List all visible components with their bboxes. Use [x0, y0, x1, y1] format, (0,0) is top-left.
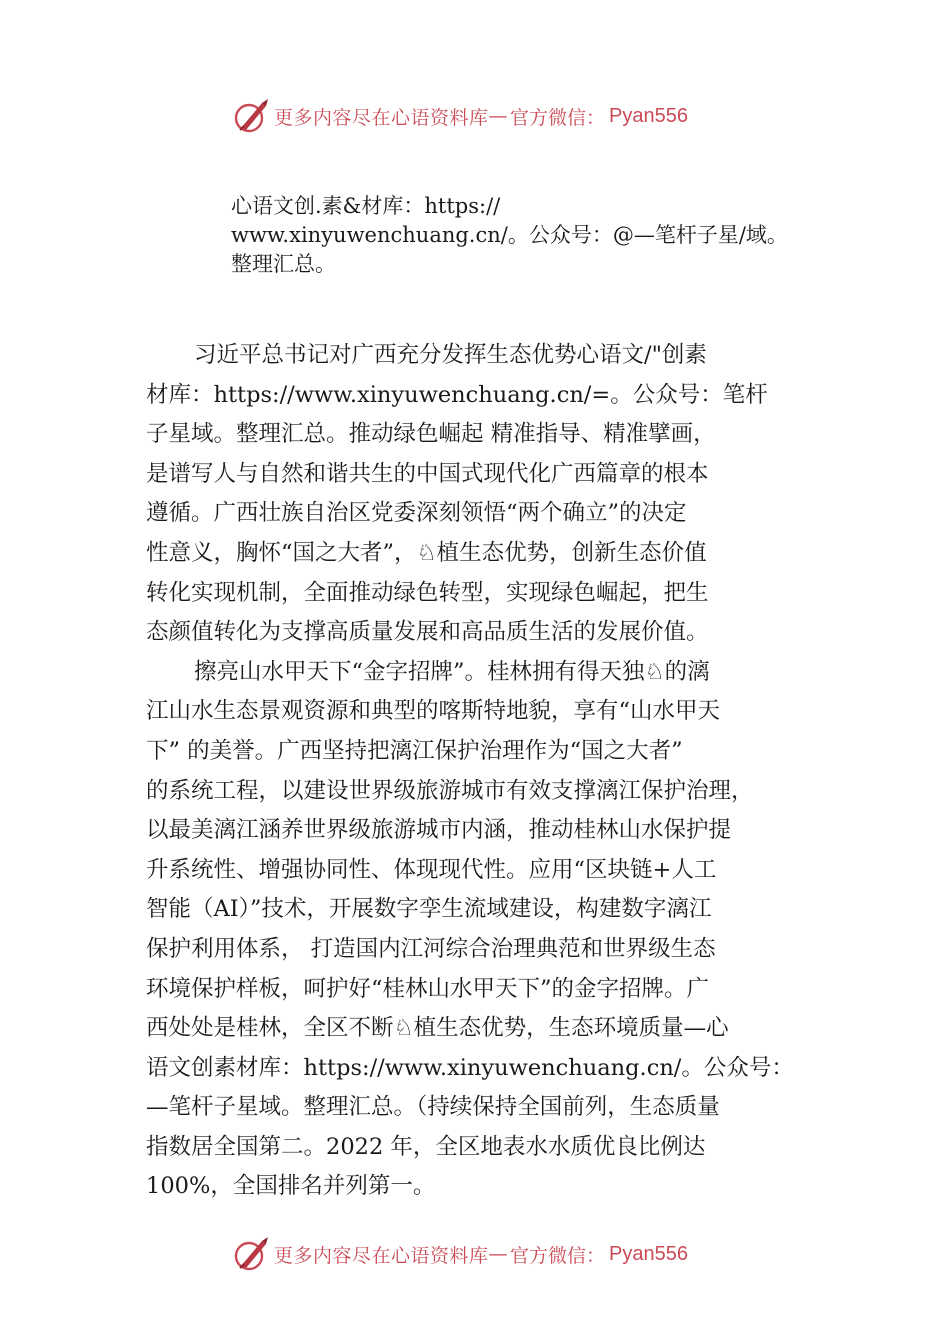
note-line: 心语文创.素&材库：https://: [231, 194, 501, 218]
body-line: —笔杆子星域。整理汇总。（持续保持全国前列，生态质量: [146, 1094, 720, 1121]
body-line: 习近平总书记对广西充分发挥生态优势心语文/"创素: [194, 342, 707, 368]
body-line: 材库：https://www.xinyuwenchuang.cn/=。公众号：笔杆: [146, 381, 768, 408]
body-line: 指数居全国第二。2022 年，全区地表水水质优良比例达: [146, 1133, 706, 1160]
body-line: 西处处是桂林，全区不断♘植生态优势，生态环境质量—心: [146, 1015, 729, 1042]
banner-wechat-id: Pyan556: [609, 1242, 688, 1265]
body-line: 性意义，胸怀“国之大者”，♘植生态优势，创新生态价值: [146, 539, 707, 566]
body-line: 转化实现机制，全面推动绿色转型，实现绿色崛起，把生: [146, 579, 709, 606]
quill-pen-logo-icon: [232, 97, 270, 135]
note-line: 整理汇总。: [231, 252, 336, 276]
body-line: 环境保护样板，呵护好“桂林山水甲天下”的金字招牌。广: [146, 975, 710, 1002]
body-line: 下” 的美誉。广西坚持把漓江保护治理作为“国之大者”: [146, 737, 683, 764]
quill-pen-logo-icon: [232, 1235, 270, 1273]
body-line: 语文创素材库：https://www.xinyuwenchuang.cn/。公众号：: [146, 1054, 794, 1081]
body-line: 以最美漓江涵养世界级旅游城市内涵，推动桂林山水保护提: [146, 817, 732, 844]
banner-slogan: 更多内容尽在心语资料库: [274, 1244, 489, 1267]
body-line: 是谱写人与自然和谐共生的中国式现代化广西篇章的根本: [146, 460, 709, 487]
banner-slogan: 更多内容尽在心语资料库: [274, 106, 489, 129]
source-note: [231, 192, 851, 279]
banner-dash: —: [488, 105, 509, 127]
article-body: [146, 336, 816, 1207]
banner-wechat-label: 官方微信：: [510, 106, 606, 129]
banner-wechat-id: Pyan556: [609, 104, 688, 127]
body-line: 升系统性、增强协同性、体现现代性。应用“区块链+人工: [146, 856, 717, 883]
header-banner: [232, 96, 688, 136]
footer-banner: [232, 1234, 688, 1274]
body-line: 江山水生态景观资源和典型的喀斯特地貌，享有“山水甲天: [146, 698, 721, 725]
body-line: 智能（AI）”技术，开展数字孪生流域建设，构建数字漓江: [146, 896, 712, 923]
body-line: 保护利用体系， 打造国内江河综合治理典范和世界级生态: [146, 935, 716, 962]
note-line: www.xinyuwenchuang.cn/。公众号：@—笔杆子星/域。: [231, 223, 788, 247]
body-line: 的系统工程，以建设世界级旅游城市有效支撑漓江保护治理，: [146, 777, 754, 804]
body-line: 子星域。整理汇总。推动绿色崛起 精准指导、精准擘画，: [146, 421, 716, 448]
body-line: 态颜值转化为支撑高质量发展和高品质生活的发展价值。: [146, 619, 709, 646]
body-line: 遵循。广西壮族自治区党委深刻领悟“两个确立”的决定: [146, 500, 687, 527]
body-line: 100%，全国排名并列第一。: [146, 1173, 436, 1200]
banner-dash: —: [488, 1243, 509, 1265]
body-line: 擦亮山水甲天下“金字招牌”。桂林拥有得天独♘的漓: [194, 658, 710, 685]
banner-wechat-label: 官方微信：: [510, 1244, 606, 1267]
